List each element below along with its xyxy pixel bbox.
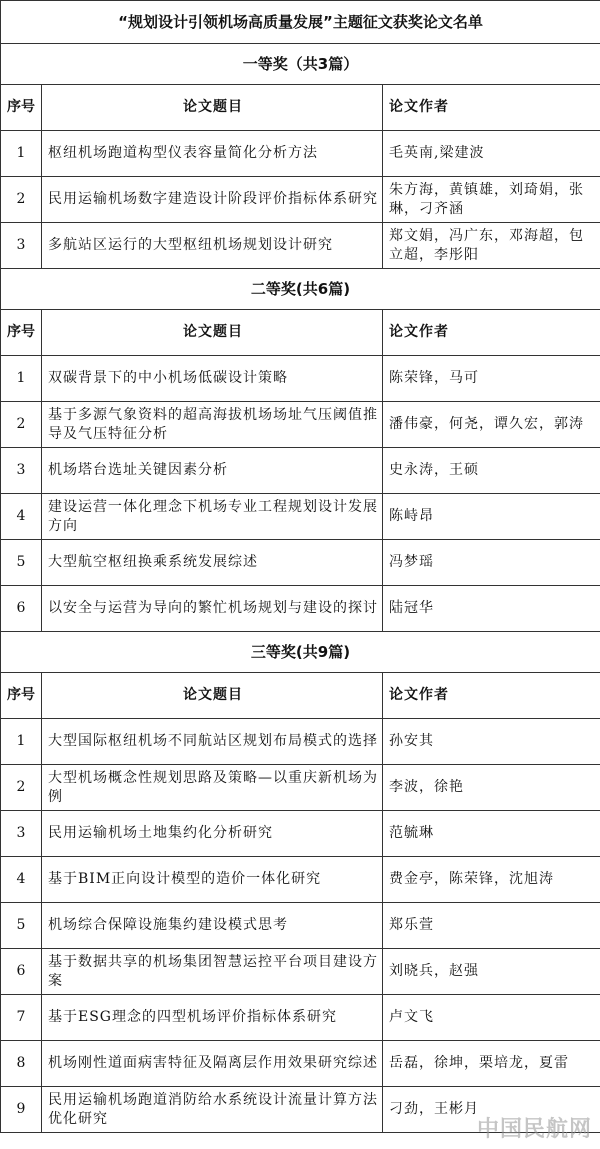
paper-authors: 李波，徐艳 [383,765,600,811]
paper-authors: 朱方海，黄镇雄，刘琦娟，张琳，刁齐涵 [383,177,600,223]
column-header-row [1,310,600,356]
row-number: 4 [1,494,42,540]
paper-authors: 史永涛，王硕 [383,448,600,494]
paper-title: 大型机场概念性规划思路及策略—以重庆新机场为例 [42,765,383,811]
column-header-no: 序号 [1,85,42,131]
row-number: 6 [1,949,42,995]
watermark-logo: 中国民航网 [476,1117,592,1142]
paper-title: 机场刚性道面病害特征及隔离层作用效果研究综述 [42,1041,383,1087]
paper-title: 大型航空枢纽换乘系统发展综述 [42,540,383,586]
table-row [1,719,600,765]
section-heading: 三等奖(共9篇) [1,632,600,673]
column-header-no: 序号 [1,310,42,356]
table-row [1,1041,600,1087]
table-row [1,857,600,903]
row-number: 3 [1,448,42,494]
row-number: 6 [1,586,42,632]
row-number: 9 [1,1087,42,1133]
paper-authors: 陈荣锋，马可 [383,356,600,402]
row-number: 7 [1,995,42,1041]
paper-title: 基于ESG理念的四型机场评价指标体系研究 [42,995,383,1041]
paper-authors: 卢文飞 [383,995,600,1041]
section-heading: 二等奖(共6篇) [1,269,600,310]
table-row [1,402,600,448]
paper-authors: 郑文娟，冯广东，邓海超，包立超，李彤阳 [383,223,600,269]
table-row [1,223,600,269]
section-heading: 一等奖（共3篇） [1,44,600,85]
paper-title: 民用运输机场跑道消防给水系统设计流量计算方法优化研究 [42,1087,383,1133]
table-row [1,131,600,177]
column-header-title: 论文题目 [42,310,383,356]
paper-title: 枢纽机场跑道构型仪表容量简化分析方法 [42,131,383,177]
paper-title: 基于BIM正向设计模型的造价一体化研究 [42,857,383,903]
section-heading-row [1,269,600,310]
row-number: 2 [1,177,42,223]
paper-authors: 毛英南,梁建波 [383,131,600,177]
column-header-author: 论文作者 [383,85,600,131]
row-number: 2 [1,765,42,811]
paper-title: 双碳背景下的中小机场低碳设计策略 [42,356,383,402]
paper-title: 大型国际枢纽机场不同航站区规划布局模式的选择 [42,719,383,765]
row-number: 8 [1,1041,42,1087]
table-row [1,448,600,494]
table-row [1,995,600,1041]
column-header-title: 论文题目 [42,673,383,719]
paper-authors: 费金亭，陈荣锋，沈旭涛 [383,857,600,903]
row-number: 5 [1,540,42,586]
paper-title: 机场塔台选址关键因素分析 [42,448,383,494]
section-heading-row [1,44,600,85]
paper-authors: 郑乐萱 [383,903,600,949]
paper-authors: 刁劲，王彬月 [383,1087,600,1133]
paper-title: 多航站区运行的大型枢纽机场规划设计研究 [42,223,383,269]
table-row [1,494,600,540]
table-row [1,949,600,995]
column-header-author: 论文作者 [383,673,600,719]
paper-title: 建设运营一体化理念下机场专业工程规划设计发展方向 [42,494,383,540]
row-number: 1 [1,356,42,402]
row-number: 3 [1,223,42,269]
table-row [1,356,600,402]
table-row [1,586,600,632]
table-row [1,765,600,811]
row-number: 2 [1,402,42,448]
column-header-author: 论文作者 [383,310,600,356]
paper-authors: 孙安其 [383,719,600,765]
row-number: 3 [1,811,42,857]
row-number: 5 [1,903,42,949]
table-row [1,811,600,857]
column-header-title: 论文题目 [42,85,383,131]
paper-authors: 刘晓兵，赵强 [383,949,600,995]
row-number: 1 [1,719,42,765]
paper-authors: 潘伟豪，何尧，谭久宏，郭涛 [383,402,600,448]
paper-title: 基于数据共享的机场集团智慧运控平台项目建设方案 [42,949,383,995]
paper-authors: 陈峙昂 [383,494,600,540]
table-title-row [1,1,600,44]
paper-authors: 岳磊，徐坤，栗培龙，夏雷 [383,1041,600,1087]
table-row [1,177,600,223]
column-header-row [1,85,600,131]
paper-title: 民用运输机场土地集约化分析研究 [42,811,383,857]
paper-title: 民用运输机场数字建造设计阶段评价指标体系研究 [42,177,383,223]
paper-title: 以安全与运营为导向的繁忙机场规划与建设的探讨 [42,586,383,632]
table-title: “规划设计引领机场高质量发展”主题征文获奖论文名单 [1,1,600,44]
paper-authors: 陆冠华 [383,586,600,632]
paper-title: 基于多源气象资料的超高海拔机场场址气压阈值推导及气压特征分析 [42,402,383,448]
table-row [1,903,600,949]
paper-title: 机场综合保障设施集约建设模式思考 [42,903,383,949]
paper-authors: 范毓琳 [383,811,600,857]
column-header-no: 序号 [1,673,42,719]
section-heading-row [1,632,600,673]
table-row [1,540,600,586]
column-header-row [1,673,600,719]
row-number: 4 [1,857,42,903]
row-number: 1 [1,131,42,177]
paper-authors: 冯梦瑶 [383,540,600,586]
